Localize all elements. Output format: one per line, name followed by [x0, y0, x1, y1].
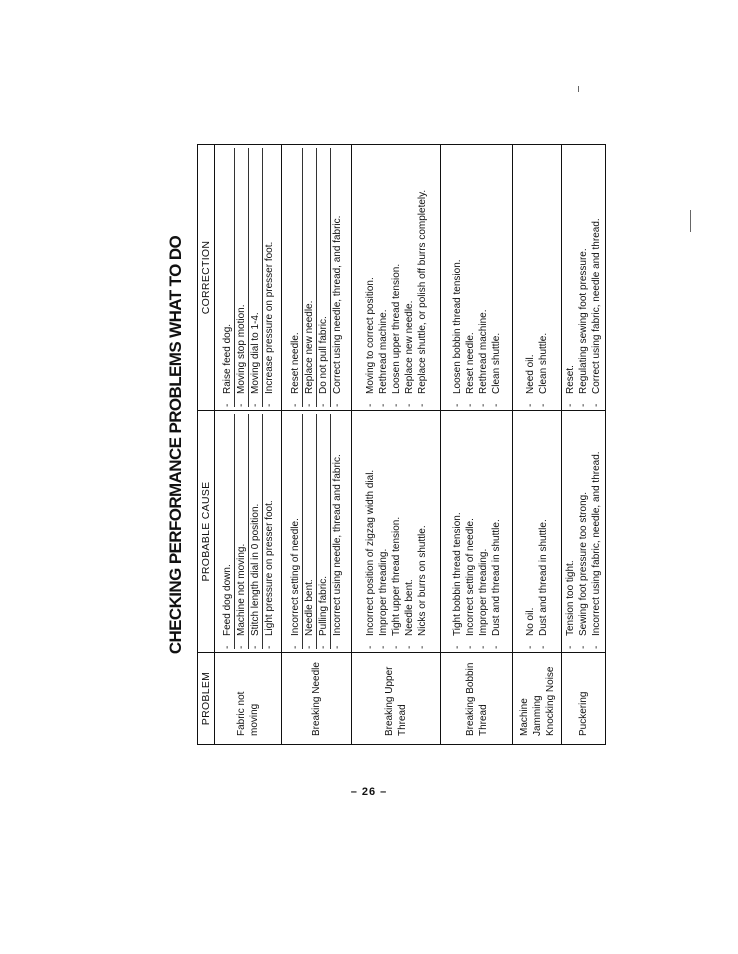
table-row [513, 145, 562, 745]
cause-text: Incorrect using needle, thread and fabric. [332, 454, 343, 636]
cause-text: Light pressure on presser foot. [263, 500, 275, 636]
bullet-dash: - [390, 403, 402, 407]
list-item [221, 148, 235, 407]
bullet-dash: - [538, 403, 549, 407]
bullet-dash: - [290, 645, 301, 649]
cause-list [221, 414, 276, 649]
cause-text: Feed dog down. [221, 564, 233, 636]
cause-text: Machine not moving. [235, 543, 247, 636]
list-item [464, 414, 477, 649]
correction-cell [215, 145, 282, 411]
correction-text: Clean shuttle. [538, 332, 549, 394]
bullet-dash: - [525, 403, 536, 407]
list-item [377, 148, 390, 407]
correction-list [289, 148, 344, 407]
bullet-dash: - [565, 645, 576, 649]
list-item [390, 148, 403, 407]
table-row [352, 145, 441, 745]
correction-cell [513, 145, 562, 411]
correction-list [221, 148, 276, 407]
bullet-dash: - [318, 403, 329, 407]
correction-list [564, 148, 603, 407]
list-item [564, 148, 577, 407]
bullet-dash: - [235, 645, 247, 649]
list-item [377, 414, 390, 649]
list-item [331, 414, 344, 649]
problem-cell: Breaking Needle [282, 653, 352, 745]
bullet-dash: - [451, 403, 463, 407]
problem-cell: Puckering [562, 653, 606, 745]
bullet-dash: - [263, 403, 275, 407]
bullet-dash: - [304, 403, 315, 407]
correction-text: Reset needle. [290, 332, 301, 394]
correction-text: Clean shuttle. [490, 332, 502, 394]
list-item [331, 148, 344, 407]
list-item [537, 148, 550, 407]
table-row [441, 145, 513, 745]
list-item [524, 414, 537, 649]
cause-cell [215, 411, 282, 653]
bullet-dash: - [525, 645, 536, 649]
header-cause: PROBABLE CAUSE [198, 411, 215, 653]
cause-cell [513, 411, 562, 653]
cause-text: Improper threading. [477, 548, 489, 636]
bullet-dash: - [221, 403, 233, 407]
scan-mark [690, 210, 691, 232]
correction-text: Rethread machine. [377, 309, 389, 394]
list-item [263, 414, 276, 649]
correction-text: Moving to correct position. [364, 277, 376, 394]
rotated-page [160, 145, 602, 745]
correction-text: Replace new needle. [403, 300, 415, 394]
cause-text: Pulling fabric. [318, 575, 329, 636]
list-item [451, 148, 464, 407]
problem-cell: Breaking Bobbin Thread [441, 653, 513, 745]
list-item [235, 148, 249, 407]
cause-text: Needle bent. [304, 579, 315, 636]
list-item [403, 148, 416, 407]
bullet-dash: - [464, 403, 476, 407]
list-item [577, 148, 590, 407]
bullet-dash: - [377, 645, 389, 649]
page-number: – 26 – [350, 786, 388, 798]
list-item [249, 414, 263, 649]
correction-text: Reset. [565, 365, 576, 394]
list-item [537, 414, 550, 649]
correction-text: Increase pressure on presser foot. [263, 241, 275, 394]
list-item [289, 414, 303, 649]
cause-text: Sewing foot pressure too strong. [578, 492, 589, 636]
table-row [562, 145, 606, 745]
bullet-dash: - [235, 403, 247, 407]
cause-cell [441, 411, 513, 653]
bullet-dash: - [490, 403, 502, 407]
cause-text: Improper threading. [377, 548, 389, 636]
correction-text: Correct using fabric, needle and thread. [591, 218, 602, 394]
correction-text: Raise feed dog. [221, 323, 233, 394]
cause-list [364, 414, 429, 649]
correction-text: Rethread machine. [477, 309, 489, 394]
cause-text: Nicks or burrs on shuttle. [416, 525, 428, 636]
correction-text: Replace shuttle, or polish off burrs completely. [416, 189, 428, 394]
list-item [303, 148, 317, 407]
list-item [564, 414, 577, 649]
bullet-dash: - [318, 645, 329, 649]
bullet-dash: - [578, 403, 589, 407]
problem-cell: Breaking Upper Thread [352, 653, 441, 745]
bullet-dash: - [538, 645, 549, 649]
cause-text: Dust and thread in shuttle. [538, 519, 549, 636]
bullet-dash: - [249, 645, 261, 649]
cause-text: Dust and thread in shuttle. [490, 519, 502, 636]
list-item [524, 148, 537, 407]
list-item [477, 414, 490, 649]
bullet-dash: - [390, 645, 402, 649]
list-item [464, 148, 477, 407]
list-item [416, 414, 429, 649]
cause-cell [562, 411, 606, 653]
cause-text: Tight bobbin thread tension. [451, 512, 463, 636]
bullet-dash: - [477, 403, 489, 407]
correction-cell [282, 145, 352, 411]
list-item [221, 414, 235, 649]
list-item [263, 148, 276, 407]
correction-text: Do not pull fabric. [318, 316, 329, 394]
page-title: CHECKING PERFORMANCE PROBLEMS WHAT TO DO [166, 235, 185, 655]
cause-text: Needle bent. [403, 579, 415, 636]
list-item [317, 414, 331, 649]
bullet-dash: - [490, 645, 502, 649]
cause-text: Incorrect setting of needle. [464, 518, 476, 636]
bullet-dash: - [377, 403, 389, 407]
cause-cell [282, 411, 352, 653]
list-item [303, 414, 317, 649]
bullet-dash: - [578, 645, 589, 649]
bullet-dash: - [332, 645, 343, 649]
bullet-dash: - [451, 645, 463, 649]
scan-mark [578, 86, 579, 92]
cause-text: Tension too tight. [565, 560, 576, 636]
bullet-dash: - [221, 645, 233, 649]
table-row [215, 145, 282, 745]
cause-text: Stitch length dial in 0 position. [249, 503, 261, 636]
correction-cell [562, 145, 606, 411]
bullet-dash: - [416, 645, 428, 649]
bullet-dash: - [290, 403, 301, 407]
correction-list [524, 148, 550, 407]
list-item [390, 414, 403, 649]
correction-text: Replace new needle. [304, 300, 315, 394]
cause-text: No oil. [525, 607, 536, 636]
bullet-dash: - [332, 403, 343, 407]
bullet-dash: - [364, 403, 376, 407]
table-row [282, 145, 352, 745]
list-item [590, 414, 603, 649]
cause-text: Tight upper thread tension. [390, 516, 402, 636]
bullet-dash: - [364, 645, 376, 649]
bullet-dash: - [403, 403, 415, 407]
bullet-dash: - [304, 645, 315, 649]
correction-cell [441, 145, 513, 411]
list-item [477, 148, 490, 407]
bullet-dash: - [477, 645, 489, 649]
list-item [590, 148, 603, 407]
list-item [289, 148, 303, 407]
list-item [317, 148, 331, 407]
cause-text: Incorrect position of zigzag width dial. [364, 469, 376, 636]
correction-text: Correct using needle, thread, and fabric. [332, 215, 343, 394]
list-item [416, 148, 429, 407]
bullet-dash: - [464, 645, 476, 649]
bullet-dash: - [416, 403, 428, 407]
problem-cell: Machine Jamming Knocking Noise [513, 653, 562, 745]
correction-list [451, 148, 503, 407]
problem-cell: Fabric not moving [215, 653, 282, 745]
bullet-dash: - [565, 403, 576, 407]
list-item [403, 414, 416, 649]
correction-text: Moving stop motion. [235, 304, 247, 394]
bullet-dash: - [263, 645, 275, 649]
table-body [215, 145, 606, 745]
correction-text: Loosen upper thread tension. [390, 263, 402, 394]
bullet-dash: - [591, 645, 602, 649]
correction-list [364, 148, 429, 407]
list-item [249, 148, 263, 407]
cause-text: Incorrect using fabric, needle, and thread. [591, 451, 602, 636]
bullet-dash: - [403, 645, 415, 649]
bullet-dash: - [591, 403, 602, 407]
list-item [364, 414, 377, 649]
list-item [235, 414, 249, 649]
correction-text: Loosen bobbin thread tension. [451, 259, 463, 394]
cause-list [524, 414, 550, 649]
correction-text: Reset needle. [464, 332, 476, 394]
table-header-row [198, 145, 215, 745]
correction-cell [352, 145, 441, 411]
list-item [451, 414, 464, 649]
troubleshooting-table [197, 144, 606, 745]
cause-text: Incorrect setting of needle. [290, 518, 301, 636]
correction-text: Need oil. [525, 354, 536, 394]
correction-text: Regulating sewing foot pressure. [578, 248, 589, 394]
cause-list [564, 414, 603, 649]
list-item [364, 148, 377, 407]
cause-list [289, 414, 344, 649]
header-correction: CORRECTION [198, 145, 215, 411]
bullet-dash: - [249, 403, 261, 407]
cause-list [451, 414, 503, 649]
list-item [490, 148, 503, 407]
header-problem: PROBLEM [198, 653, 215, 745]
list-item [577, 414, 590, 649]
cause-cell [352, 411, 441, 653]
list-item [490, 414, 503, 649]
correction-text: Moving dial to 1-4. [249, 312, 261, 394]
